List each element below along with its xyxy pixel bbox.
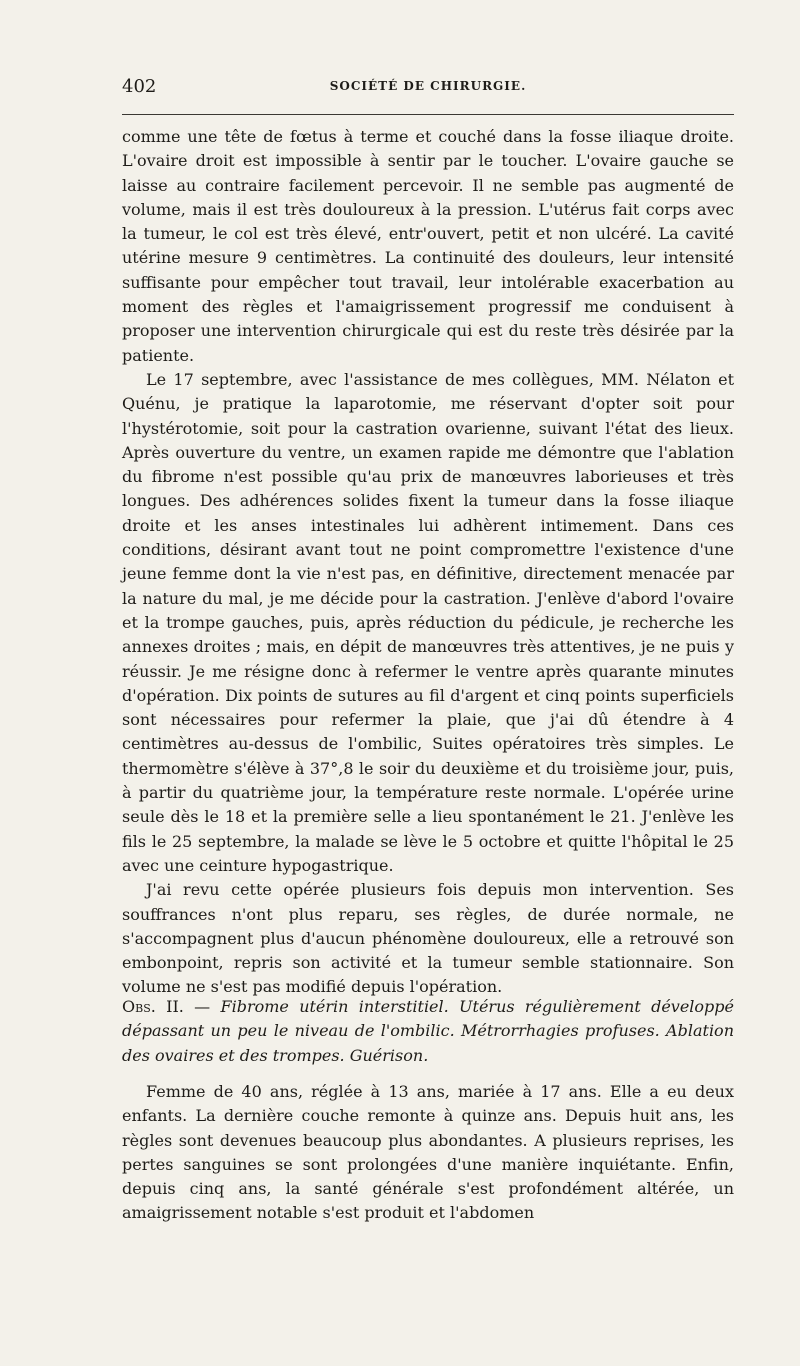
page-header bbox=[122, 76, 734, 102]
body-text bbox=[122, 125, 734, 1000]
page-number: 402 bbox=[122, 76, 157, 97]
observation-title: Fibrome utérin interstitiel. Utérus régulièrement développé dépassant un peu le niveau de l'ombilic. Métrorrhagies profuses. Ablation des ovaires et des trompes. Guérison. bbox=[122, 997, 734, 1065]
header-rule bbox=[122, 114, 734, 115]
observation-label: Obs. II. — bbox=[122, 997, 211, 1016]
case-paragraph: Femme de 40 ans, réglée à 13 ans, mariée à 17 ans. Elle a eu deux enfants. La dernière couche remonte à quinze ans. Depuis huit ans, les règles sont devenues beaucoup plus abondantes. A plusieurs reprises, les pertes sanguines se sont prolongées d'une manière inquiétante. Enfin, depuis cinq ans, la santé générale s'est profondément altérée, un amaigrissement notable s'est produit et l'abdomen bbox=[122, 1082, 734, 1223]
case-text bbox=[122, 1080, 734, 1226]
paragraph-2: Le 17 septembre, avec l'assistance de mes collègues, MM. Nélaton et Quénu, je pratique la laparotomie, me réservant d'opter soit pour l'hystérotomie, soit pour la castration ovarienne, suivant l'état des lieux. Après ouverture du ventre, un examen rapide me démontre que l'ablation du fibrome n'est possible qu'au prix de manœuvres laborieuses et très longues. Des adhérences solides fixent la tumeur dans la fosse iliaque droite et les anses intestinales lui adhèrent intimement. Dans ces conditions, désirant avant tout ne point compromettre l'existence d'une jeune femme dont la vie n'est pas, en définitive, directement menacée par la nature du mal, je me décide pour la castration. J'enlève d'abord l'ovaire et la trompe gauches, puis, après réduction du pédicule, je recherche les annexes droites ; mais, en dépit de manœuvres très attentives, je ne puis y réussir. Je me résigne donc à refermer le ventre après quarante minutes d'opération. Dix points de sutures au fil d'argent et cinq points superficiels sont nécessaires pour refermer la plaie, que j'ai dû étendre à 4 centimètres au-dessus de l'ombilic, Suites opératoires très simples. Le thermomètre s'élève à 37°,8 le soir du deuxième et du troisième jour, puis, à partir du quatrième jour, la température reste normale. L'opérée urine seule dès le 18 et la première selle a lieu spontanément le 21. J'enlève les fils le 25 septembre, la malade se lève le 5 octobre et quitte l'hôpital le 25 avec une ceinture hypogastrique. bbox=[122, 369, 734, 875]
paragraph-1: comme une tête de fœtus à terme et couché dans la fosse iliaque droite. L'ovaire droit est impossible à sentir par le toucher. L'ovaire gauche se laisse au contraire facilement percevoir. Il ne semble pas augmenté de volume, mais il est très douloureux à la pression. L'utérus fait corps avec la tumeur, le col est très élevé, entr'ouvert, petit et non ulcéré. La cavité utérine mesure 9 centimètres. La continuité des douleurs, leur intensité suffisante pour empêcher tout travail, leur intolérable exacerbation au moment des règles et l'amaigrissement progressif me conduisent à proposer une intervention chirurgicale qui est du reste très désirée par la patiente. bbox=[122, 127, 734, 365]
running-title: SOCIÉTÉ DE CHIRURGIE. bbox=[329, 79, 527, 93]
observation-heading bbox=[122, 995, 734, 1068]
paragraph-3: J'ai revu cette opérée plusieurs fois depuis mon intervention. Ses souffrances n'ont plus reparu, ses règles, de durée normale, ne s'accompagnent plus d'aucun phénomène douloureux, elle a retrouvé son embonpoint, repris son activité et la tumeur semble stationnaire. Son volume ne s'est pas modifié depuis l'opération. bbox=[122, 880, 734, 997]
